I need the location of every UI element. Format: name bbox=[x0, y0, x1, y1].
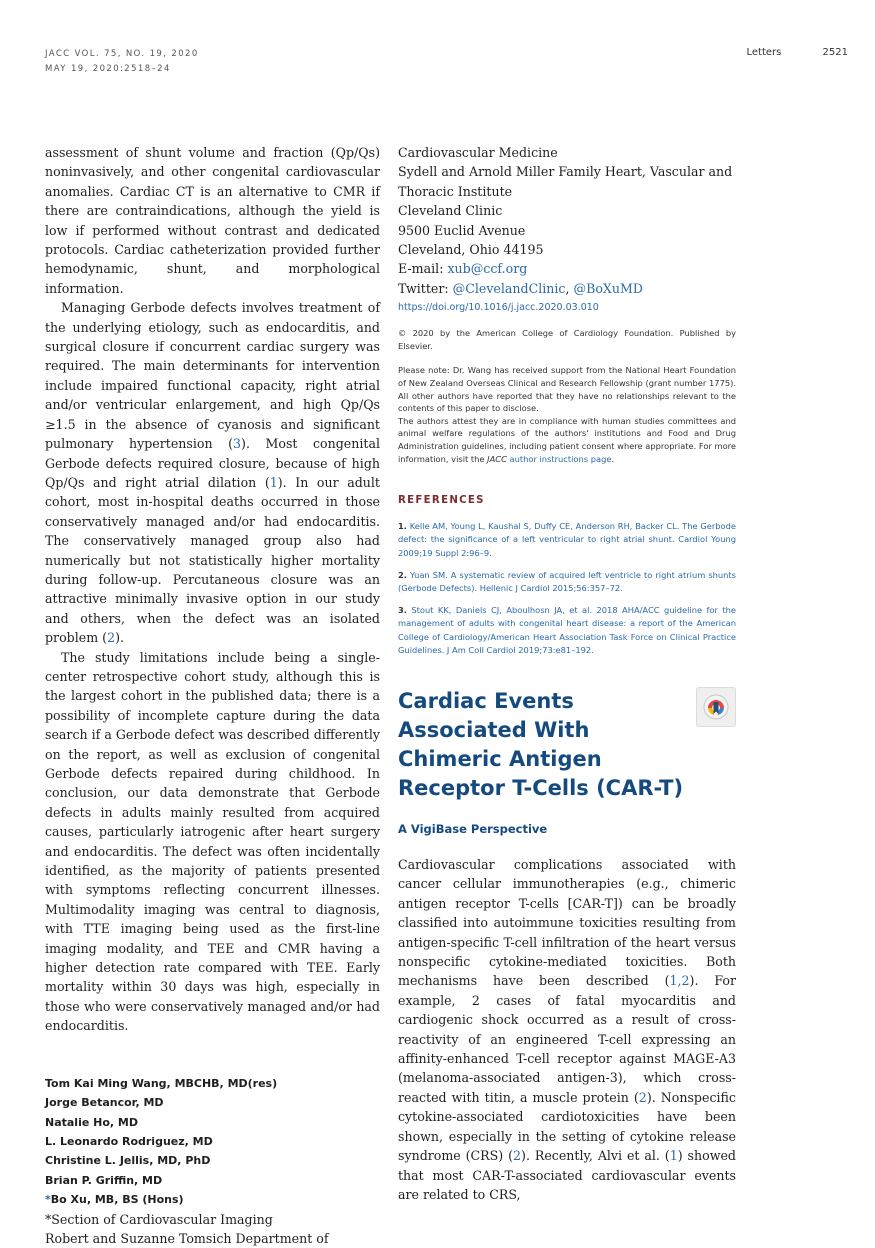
citation-link[interactable]: 2 bbox=[638, 1089, 647, 1105]
address-line: Sydell and Arnold Miller Family Heart, Vascular and Thoracic Institute bbox=[398, 164, 733, 199]
twitter-link-clevelandclinic[interactable]: @ClevelandClinic bbox=[452, 280, 566, 296]
email-label: E-mail: bbox=[398, 261, 448, 277]
body-paragraph-3 bbox=[45, 648, 380, 1036]
paragraph-text: ) showed that most CAR-T-associated cardiovascular events are related to CRS, bbox=[398, 1148, 736, 1202]
email-link[interactable]: xub@ccf.org bbox=[447, 261, 528, 277]
author-name: Tom Kai Ming Wang, MBCHB, MD(res) bbox=[45, 1076, 278, 1090]
article-header bbox=[398, 687, 736, 803]
reference-text: Kelle AM, Young L, Kaushal S, Duffy CE, Anderson RH, Backer CL. The Gerbode defect: the significance of a left ventricular to right atrial shunt. Cardiol Young 2009;19 Suppl 2:96–9. bbox=[398, 521, 736, 558]
affiliation-line: *Section of Cardiovascular Imaging bbox=[45, 1211, 273, 1227]
right-column bbox=[398, 143, 736, 1204]
body-paragraph-2 bbox=[45, 298, 380, 647]
section-name: Letters bbox=[746, 47, 782, 58]
crossmark-icon bbox=[702, 693, 730, 721]
journal-volume: JACC VOL. 75, NO. 19, 2020 bbox=[45, 49, 199, 59]
reference-number: 1. bbox=[398, 521, 407, 532]
crossmark-badge[interactable] bbox=[696, 687, 736, 727]
affiliation-line: Robert and Suzanne Tomsich Department of bbox=[45, 1230, 329, 1246]
corresponding-mark: * bbox=[45, 1193, 51, 1207]
twitter-separator: , bbox=[565, 280, 574, 296]
citation-link[interactable]: 1 bbox=[669, 1148, 678, 1164]
paragraph-text: ). Recently, Alvi et al. ( bbox=[521, 1148, 670, 1164]
page-number: 2521 bbox=[822, 47, 848, 58]
twitter-label: Twitter: bbox=[398, 280, 453, 296]
body-paragraph-1 bbox=[45, 143, 380, 298]
disclosure-compliance bbox=[398, 415, 736, 465]
paragraph-text: ). Nonspecific cytokine-associated cardiotoxicities have been shown, especially in the setting of cytokine release syndrome (CRS) ( bbox=[398, 1089, 736, 1164]
disclosure-end: . bbox=[611, 453, 615, 464]
email-line bbox=[398, 259, 736, 278]
address-line: 9500 Euclid Avenue bbox=[398, 222, 526, 238]
article-title: Cardiac Events Associated With Chimeric Antigen Receptor T-Cells (CAR-T) bbox=[398, 689, 684, 801]
reference-item[interactable] bbox=[398, 520, 736, 560]
author-name: Bo Xu, MB, BS (Hons) bbox=[50, 1193, 184, 1207]
reference-list bbox=[398, 520, 736, 657]
citation-link[interactable]: 1 bbox=[269, 474, 278, 490]
disclosure-funding: Please note: Dr. Wang has received support from the National Heart Foundation of New Zealand Overseas Clinical and Research Fellowship (grant number 1775). All other authors have reported that they have no relationships relevant to the contents of this paper to disclose. bbox=[398, 365, 736, 414]
reference-number: 3. bbox=[398, 605, 407, 616]
disclosure-block bbox=[398, 364, 736, 465]
author-name: Brian P. Griffin, MD bbox=[45, 1173, 163, 1187]
reference-text: Yuan SM. A systematic review of acquired left ventricle to right atrium shunts (Gerbode Defects). Hellenic J Cardiol 2015;56:357–72. bbox=[398, 569, 736, 593]
citation-link[interactable]: 2 bbox=[513, 1148, 522, 1164]
reference-item[interactable] bbox=[398, 569, 736, 595]
article-body-paragraph bbox=[398, 855, 736, 1204]
author-instructions-link[interactable]: author instructions page bbox=[509, 453, 612, 464]
address-line: Cleveland Clinic bbox=[398, 203, 503, 219]
paragraph-text: Cardiovascular complications associated with cancer cellular immunotherapies (e.g., chimeric antigen receptor T-cells [CAR-T]) can be broadly classified into autoimmune toxicities resulting from antigen-specific T-cell infiltration of the heart versus nonspecific cytokine-mediated toxicities. Both mechanisms have been described ( bbox=[398, 857, 736, 989]
author-list bbox=[45, 1074, 380, 1210]
reference-item[interactable] bbox=[398, 604, 736, 657]
article-subtitle: A VigiBase Perspective bbox=[398, 822, 548, 837]
paragraph-text: ). Most congenital Gerbode defects required closure, because of high Qp/Qs and right atrial dilation ( bbox=[45, 436, 380, 490]
citation-link[interactable]: 2 bbox=[107, 630, 116, 646]
citation-link[interactable]: 3 bbox=[233, 436, 242, 452]
author-name: Jorge Betancor, MD bbox=[45, 1096, 164, 1110]
running-header-journal bbox=[45, 47, 199, 77]
disclosure-text: The authors attest they are in compliance with human studies committees and animal welfare regulations of the authors' institutions and Food and Drug Administration guidelines, including patient consent where appropriate. For more information, visit the bbox=[398, 415, 737, 464]
paragraph-text: The study limitations include being a single-center retrospective cohort study, although this is the largest cohort in the published data; there is a possibility of incomplete capture during the data search if a Gerbode defect was described differently on the report, as well as exclusion of congenital Gerbode defects repaired during childhood. In conclusion, our data demonstrate that Gerbode defects in adults mainly resulted from acquired causes, particularly iatrogenic after heart surgery and endocarditis. The defect was often incidentally identified, as the majority of patients presented with symptoms reflecting concurrent illnesses. Multimodality imaging was central to diagnosis, with TTE imaging being used as the first-line imaging modality, and TEE and CMR having a higher detection rate compared with TEE. Early mortality within 30 days was high, especially in those who were conservatively managed and/or had endocarditis. bbox=[45, 649, 380, 1034]
paragraph-text: ). In our adult cohort, most in-hospital deaths occurred in those conservatively managed and/or had endocarditis. The conservatively managed group also had numerically but not statistically higher mortality during follow-up. Percutaneous closure was an attractive minimally invasive option in our study and others, when the defect was an isolated problem ( bbox=[45, 474, 380, 646]
paragraph-text: ). For example, 2 cases of fatal myocarditis and cardiogenic shock occurred as a result of cross-reactivity of an engineered T-cell expressing an affinity-enhanced T-cell receptor against MAGE-A3 (melanoma-associated antigen-3), which cross-reacted with titin, a muscle protein ( bbox=[398, 973, 736, 1105]
left-column bbox=[45, 143, 380, 1248]
address-block bbox=[398, 143, 736, 298]
paragraph-text: assessment of shunt volume and fraction (Qp/Qs) noninvasively, and other congenital cardiovascular anomalies. Cardiac CT is an alternative to CMR if there are contraindications, although the yield is low if performed without contrast and dedicated protocols. Cardiac catheterization provided further hemodynamic, shunt, and morphological information. bbox=[45, 145, 380, 296]
running-header-section bbox=[746, 47, 848, 58]
address-line: Cleveland, Ohio 44195 bbox=[398, 242, 544, 258]
citation-link[interactable]: 1,2 bbox=[669, 973, 690, 989]
paragraph-text: Managing Gerbode defects involves treatment of the underlying etiology, such as endocarditis, and surgical closure if concurrent cardiac surgery was required. The main determinants for intervention include impaired functional capacity, right atrial and/or ventricular enlargement, and high Qp/Qs ≥1.5 in the absence of cyanosis and significant pulmonary hypertension ( bbox=[45, 300, 380, 452]
twitter-link-boxumd[interactable]: @BoXuMD bbox=[573, 280, 643, 296]
paragraph-text: ). bbox=[115, 630, 125, 646]
references-heading: REFERENCES bbox=[398, 495, 485, 507]
doi-link[interactable]: https://doi.org/10.1016/j.jacc.2020.03.010 bbox=[398, 302, 599, 314]
author-name: L. Leonardo Rodriguez, MD bbox=[45, 1134, 213, 1148]
twitter-line bbox=[398, 279, 736, 298]
reference-text: Stout KK, Daniels CJ, Aboulhosn JA, et al. 2018 AHA/ACC guideline for the management of adults with congenital heart disease: a report of the American College of Cardiology/American Heart Association Task Force on Clinical Practice Guidelines. J Am Coll Cardiol 2019;73:e81–192. bbox=[398, 605, 736, 655]
address-line: Cardiovascular Medicine bbox=[398, 145, 558, 160]
journal-name: JACC bbox=[487, 453, 507, 464]
copyright-notice: © 2020 by the American College of Cardiology Foundation. Published by Elsevier. bbox=[398, 328, 736, 351]
author-name: Natalie Ho, MD bbox=[45, 1115, 138, 1129]
journal-date-pages: MAY 19, 2020:2518–24 bbox=[45, 64, 171, 74]
author-name: Christine L. Jellis, MD, PhD bbox=[45, 1154, 211, 1168]
reference-number: 2. bbox=[398, 569, 407, 580]
